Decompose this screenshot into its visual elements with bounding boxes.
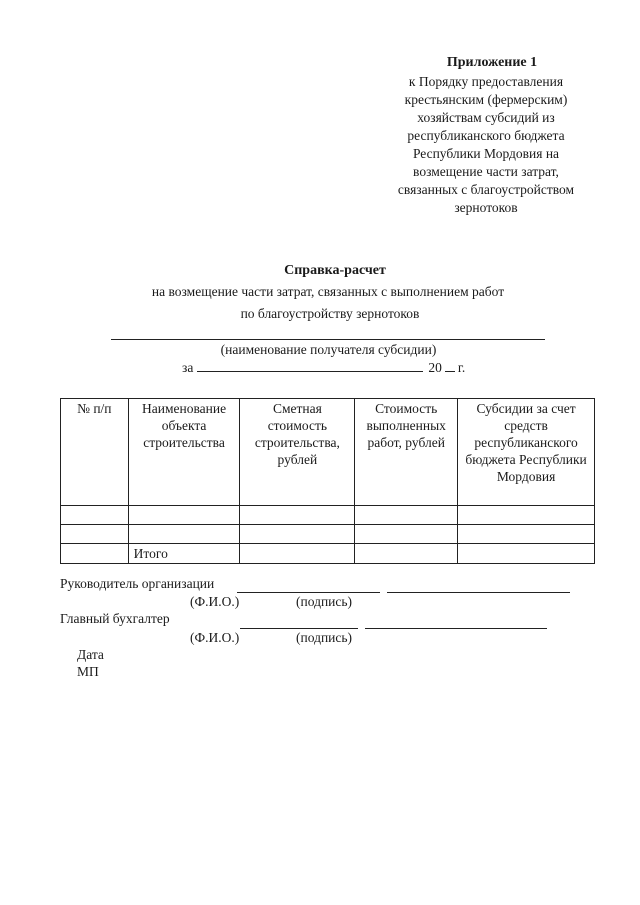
document-subtitle-line2: по благоустройству зернотоков [240, 306, 420, 321]
appendix-line: крестьянским (фермерским) [404, 92, 568, 107]
total-label: Итого [128, 544, 240, 564]
appendix-line: хозяйствам субсидий из [417, 110, 555, 125]
appendix-line: республиканского бюджета [407, 128, 565, 143]
stamp-label: МП [77, 664, 99, 679]
head-fio-line[interactable] [237, 592, 380, 593]
accountant-fio-caption: (Ф.И.О.) [190, 630, 240, 645]
period-suffix: г. [457, 360, 466, 375]
table-row [61, 525, 595, 544]
accountant-sign-caption: (подпись) [296, 630, 353, 645]
period-prefix: за [182, 360, 194, 375]
table-total-row [61, 544, 595, 564]
document-subtitle-line1: на возмещение части затрат, связанных с выполнением работ [151, 284, 505, 299]
accountant-label: Главный бухгалтер [60, 611, 170, 626]
table-cell[interactable] [128, 525, 240, 544]
table-row [61, 506, 595, 525]
table-cell[interactable] [355, 506, 458, 525]
table-cell[interactable] [240, 525, 355, 544]
table-cell[interactable] [61, 525, 129, 544]
table-cell[interactable] [355, 544, 458, 564]
table-cell[interactable] [128, 506, 240, 525]
document-title: Справка-расчет [284, 263, 386, 278]
date-label: Дата [77, 647, 104, 662]
appendix-line: зернотоков [454, 200, 518, 215]
head-fio-caption: (Ф.И.О.) [190, 594, 240, 609]
head-sign-caption: (подпись) [296, 594, 353, 609]
appendix-line: связанных с благоустройством [397, 182, 575, 197]
table-cell[interactable] [458, 506, 595, 525]
table-cell[interactable] [61, 506, 129, 525]
table-cell[interactable] [458, 544, 595, 564]
appendix-line: к Порядку предоставления [408, 74, 564, 89]
table-header-cell: Наименование объекта строительства [128, 399, 240, 506]
appendix-line: возмещение части затрат, [413, 164, 559, 179]
table-cell[interactable] [240, 544, 355, 564]
recipient-name-line [111, 339, 545, 340]
table-cell[interactable] [458, 525, 595, 544]
recipient-caption: (наименование получателя субсидии) [220, 342, 437, 357]
table-header-cell: Субсидии за счет средств республиканского бюджета Республики Мордовия [458, 399, 595, 506]
appendix-title: Приложение 1 [446, 55, 538, 70]
period-year-blank [445, 359, 455, 372]
accountant-signature-line[interactable] [365, 628, 547, 629]
accountant-fio-line[interactable] [240, 628, 358, 629]
period-blank [197, 359, 423, 372]
table-cell[interactable] [240, 506, 355, 525]
table-header-cell: Стоимость выполненных работ, рублей [355, 399, 458, 506]
period-year: 20 [428, 360, 442, 375]
appendix-header [375, 54, 597, 217]
head-signature-line[interactable] [387, 592, 570, 593]
table-cell[interactable] [355, 525, 458, 544]
table-cell[interactable] [61, 544, 129, 564]
table-header-cell: № п/п [61, 399, 129, 506]
appendix-line: Республики Мордовия на [412, 146, 560, 161]
table-header-cell: Сметная стоимость строительства, рублей [240, 399, 355, 506]
period-line [182, 359, 465, 376]
table-header-row [61, 399, 595, 506]
calculation-table [60, 398, 595, 564]
head-label: Руководитель организации [60, 576, 215, 591]
